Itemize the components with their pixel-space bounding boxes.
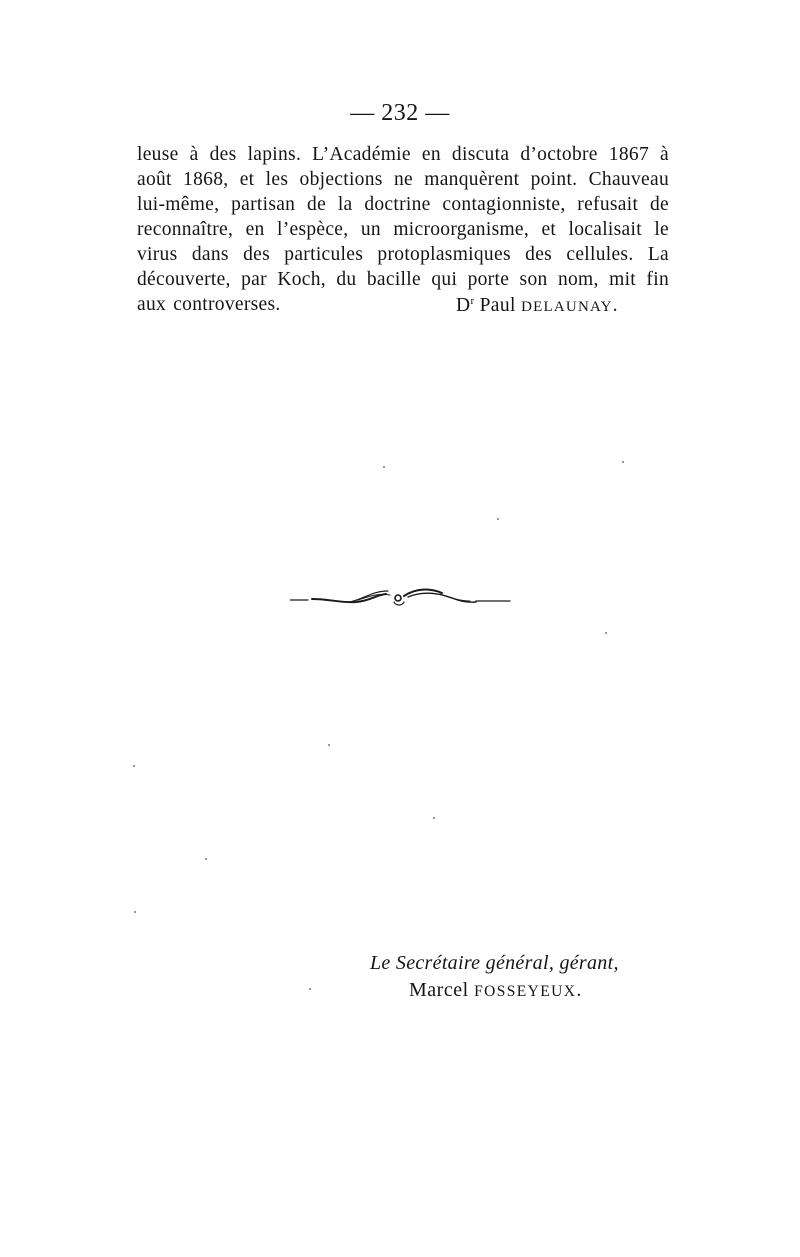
print-speck	[328, 744, 330, 746]
signatory-surname: FOSSEYEUX	[474, 983, 577, 1000]
page-number: — 232 —	[350, 100, 450, 126]
author-surname: DELAUNAY	[521, 299, 613, 315]
author-first-name: Paul	[479, 295, 516, 316]
print-speck	[622, 461, 624, 463]
article-author	[456, 295, 618, 317]
signatory-trailing-period: .	[576, 979, 582, 1001]
print-speck	[383, 466, 385, 468]
text-line: aux controverses.	[137, 294, 281, 315]
text-line: virus dans des particules protoplasmiques des cellules. La	[137, 244, 669, 265]
signatory-first-name: Marcel	[409, 979, 469, 1001]
article-paragraph	[137, 142, 669, 317]
author-trailing-period: .	[612, 295, 618, 316]
fleuron-divider-icon	[290, 580, 512, 612]
print-speck	[605, 632, 607, 634]
text-line: découverte, par Koch, du bacille qui porte son nom, mit fin	[137, 269, 669, 290]
print-speck	[205, 858, 207, 860]
print-speck	[134, 911, 136, 913]
print-speck	[133, 765, 135, 767]
signatory-name	[409, 979, 582, 1002]
print-speck	[433, 817, 435, 819]
text-line: août 1868, et les objections ne manquèrent point. Chauveau	[137, 169, 669, 190]
author-title-superscript: r	[470, 295, 475, 307]
text-line: lui-même, partisan de la doctrine contagionniste, refusait de	[137, 194, 669, 215]
signature-block	[0, 952, 800, 1012]
author-title: D	[456, 295, 471, 316]
text-line: reconnaître, en l’espèce, un microorganisme, et localisait le	[137, 219, 669, 240]
text-line: leuse à des lapins. L’Académie en discuta d’octobre 1867 à	[137, 144, 669, 165]
print-speck	[309, 988, 311, 990]
print-speck	[497, 518, 499, 520]
signatory-role: Le Secrétaire général, gérant,	[370, 952, 619, 974]
